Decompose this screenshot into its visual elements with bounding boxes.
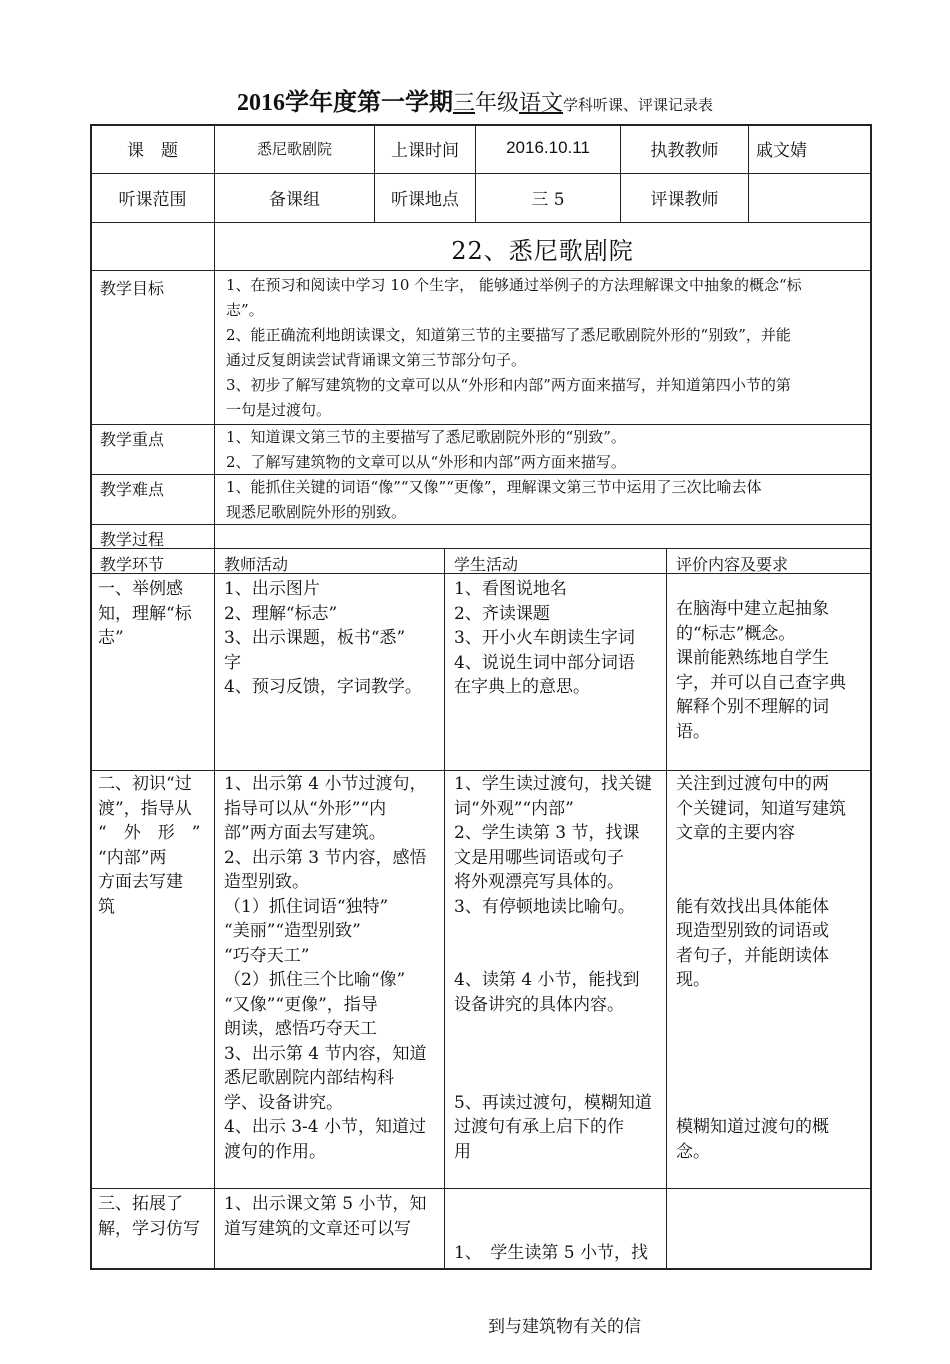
- header-evaluation: 评价内容及要求: [676, 555, 789, 574]
- evaluation-line: [676, 993, 868, 1018]
- evaluation-line: 能有效找出具体能体: [676, 896, 829, 917]
- teacher-line: 3、出示第 4 节内容，知道: [224, 1043, 427, 1064]
- stage-line: “内部”两: [98, 847, 167, 868]
- evaluation-2: [676, 772, 868, 1164]
- difficulty-line: 1、能抓住关键的词语“像”“又像”“更像”，理解课文第三节中运用了三次比喻去体: [226, 478, 762, 496]
- key-point-line: 1、知道课文第三节的主要描写了悉尼歌剧院外形的“别致”。: [226, 428, 626, 446]
- stage-line: “ 外 形 ”: [98, 823, 201, 843]
- teacher-line: 2、出示第 3 节内容，感悟: [224, 847, 427, 868]
- teacher-line: 学、设备讲究。: [224, 1092, 343, 1113]
- stage-line: 解，学习仿写: [98, 1218, 200, 1239]
- time-value: 2016.10.11: [506, 138, 590, 157]
- stage-line: 筑: [98, 896, 115, 917]
- stage-line: 渡”，指导从: [98, 798, 192, 819]
- goals-text: [226, 273, 866, 423]
- teacher-line: 1、出示课文第 5 小节，知: [224, 1194, 427, 1214]
- stage-line: 志”: [98, 628, 124, 648]
- teacher-value: 戚文婧: [756, 141, 807, 161]
- evaluation-line: 语。: [676, 721, 710, 742]
- difficulties-label: 教学难点: [100, 480, 165, 499]
- student-line: [454, 1066, 664, 1091]
- scope-value: 备课组: [269, 190, 320, 210]
- time-label: 上课时间: [391, 141, 459, 161]
- goal-line: 志”。: [226, 301, 264, 319]
- evaluation-line: [676, 1017, 868, 1042]
- goal-line: 通过反复朗读尝试背诵课文第三节部分句子。: [226, 351, 527, 369]
- evaluation-line: 关注到过渡句中的两: [676, 774, 829, 794]
- stage-line: 知，理解“标: [98, 603, 192, 624]
- teacher-activity-3: [224, 1192, 442, 1241]
- evaluation-line: 解释个别不理解的词: [676, 697, 829, 717]
- student-line: 2、齐读课题: [454, 603, 550, 624]
- teacher-line: 3、出示课题，板书“悉”: [224, 628, 406, 648]
- teacher-line: 2、理解“标志”: [224, 603, 338, 624]
- evaluation-line: 字，并可以自己查字典: [676, 672, 846, 693]
- evaluation-line: 现造型别致的词语或: [676, 921, 829, 941]
- teacher-line: 造型别致。: [224, 872, 309, 892]
- teacher-line: 朗读，感悟巧夺天工: [224, 1019, 377, 1039]
- student-line: 1、学生读过渡句，找关键: [454, 774, 652, 794]
- student-activity-1: [454, 577, 664, 700]
- student-line: 文是用哪些词语或句子: [454, 847, 624, 868]
- teacher-line: 4、出示 3-4 小节，知道过: [224, 1117, 426, 1137]
- lesson-title: 22、悉尼歌剧院: [451, 237, 634, 265]
- page-title: [0, 86, 950, 122]
- stage-line: 三、拓展了: [98, 1194, 183, 1214]
- student-line: 用: [454, 1141, 471, 1162]
- goal-line: 一句是过渡句。: [226, 401, 332, 419]
- title-grade: 三: [452, 91, 475, 116]
- header-stage: 教学环节: [100, 555, 165, 574]
- student-line: 4、读第 4 小节，能找到: [454, 970, 640, 990]
- student-activity-2: [454, 772, 664, 1164]
- evaluation-line: 的“标志”概念。: [676, 623, 796, 644]
- key-points-text: [226, 425, 866, 475]
- teacher-line: 部”两方面去写建筑。: [224, 823, 386, 843]
- reviewer-label: 评课教师: [650, 190, 719, 210]
- evaluation-line: 模糊知道过渡句的概: [676, 1117, 829, 1137]
- student-line: 过渡句有承上启下的作: [454, 1117, 624, 1137]
- student-line: [454, 919, 664, 944]
- teacher-activity-1: [224, 577, 442, 700]
- evaluation-line: 念。: [676, 1141, 710, 1162]
- title-year-term: 2016学年度第一学期: [236, 90, 453, 116]
- evaluation-line: [676, 1066, 868, 1091]
- student-line: 将外观漂亮写具体的。: [454, 872, 624, 892]
- key-points-label: 教学重点: [100, 430, 165, 449]
- header-teacher-activity: 教师活动: [224, 555, 289, 574]
- teacher-line: 渡句的作用。: [224, 1141, 326, 1162]
- place-label: 听课地点: [391, 190, 459, 210]
- student-line: 设备讲究的具体内容。: [454, 994, 624, 1015]
- teacher-line: 悉尼歌剧院内部结构科: [224, 1068, 394, 1088]
- difficulties-text: [226, 475, 866, 525]
- difficulty-line: 现悉尼歌剧院外形的别致。: [226, 503, 407, 521]
- stage-3: [98, 1192, 208, 1241]
- scope-label: 听课范围: [118, 190, 187, 210]
- teacher-line: “又像”“更像”，指导: [224, 994, 378, 1015]
- evaluation-line: [676, 870, 868, 895]
- teacher-line: （1）抓住词语“独特”: [224, 896, 389, 917]
- teacher-line: 4、预习反馈，字词教学。: [224, 677, 422, 697]
- evaluation-line: 者句子，并能朗读体: [676, 945, 829, 966]
- stage-line: 方面去写建: [98, 872, 183, 892]
- evaluation-line: 课前能熟练地自学生: [676, 648, 829, 668]
- student-line: 3、开小火车朗读生字词: [454, 628, 635, 648]
- goals-label: 教学目标: [100, 279, 165, 298]
- teacher-line: 1、出示第 4 小节过渡句，: [224, 774, 427, 794]
- teacher-line: 字: [224, 652, 241, 673]
- stage-line: 一、举例感: [98, 579, 183, 599]
- teacher-line: 道写建筑的文章还可以写: [224, 1218, 411, 1239]
- evaluation-1: [676, 597, 868, 744]
- student-line: 5、再读过渡句，模糊知道: [454, 1092, 652, 1113]
- evaluation-line: 在脑海中建立起抽象: [676, 599, 829, 619]
- topic-value: 悉尼歌剧院: [256, 140, 332, 158]
- key-point-line: 2、了解写建筑物的文章可以从“外形和内部”两方面来描写。: [226, 453, 626, 471]
- student-line: 2、学生读第 3 节，找课: [454, 823, 640, 843]
- teacher-line: 指导可以从“外形”“内: [224, 798, 387, 819]
- teacher-label: 执教教师: [650, 141, 719, 161]
- evaluation-line: [676, 1042, 868, 1067]
- teacher-line: “巧夺天工”: [224, 945, 310, 966]
- teacher-line: “美丽”“造型别致”: [224, 921, 361, 941]
- evaluation-line: 文章的主要内容: [676, 823, 795, 843]
- evaluation-line: [676, 846, 868, 871]
- student-line: 4、说说生词中部分词语: [454, 652, 635, 673]
- evaluation-line: 现。: [676, 970, 710, 990]
- process-label: 教学过程: [100, 530, 165, 549]
- evaluation-line: [676, 1091, 868, 1116]
- goal-line: 2、能正确流利地朗读课文，知道第三节的主要描写了悉尼歌剧院外形的“别致”，并能: [226, 326, 791, 344]
- goal-line: 1、在预习和阅读中学习 10 个生字， 能够通过举例子的方法理解课文中抽象的概念“标: [226, 276, 802, 294]
- title-form-name: 学科听课、评课记录表: [563, 96, 714, 114]
- student-line: 词“外观”“内部”: [454, 798, 574, 819]
- goal-line: 3、初步了解写建筑物的文章可以从“外形和内部”两方面来描写，并知道第四小节的第: [226, 376, 791, 394]
- title-grade-suffix: 年级: [474, 91, 519, 116]
- student-line: 1、 学生读第 5 小节，找: [454, 1243, 648, 1263]
- stage-line: 二、初识“过: [98, 774, 192, 794]
- student-line: 在字典上的意思。: [454, 677, 590, 697]
- teacher-line: 1、出示图片: [224, 579, 320, 599]
- teacher-activity-2: [224, 772, 442, 1164]
- student-line: [454, 1017, 664, 1042]
- student-activity-3: [454, 1192, 664, 1364]
- place-value: 三 5: [531, 190, 565, 210]
- teacher-line: （2）抓住三个比喻“像”: [224, 970, 406, 990]
- student-line: 1、看图说地名: [454, 579, 567, 599]
- student-line: 3、有停顿地读比喻句。: [454, 896, 635, 917]
- stage-1: [98, 577, 208, 651]
- student-line: [454, 944, 664, 969]
- evaluation-line: 个关键词，知道写建筑: [676, 798, 846, 819]
- topic-label: 课 题: [127, 141, 178, 161]
- stage-2: [98, 772, 208, 919]
- title-subject: 语文: [519, 91, 564, 116]
- student-line: 到与建筑物有关的信: [454, 1316, 641, 1337]
- student-line: [454, 1042, 664, 1067]
- header-student-activity: 学生活动: [454, 555, 519, 574]
